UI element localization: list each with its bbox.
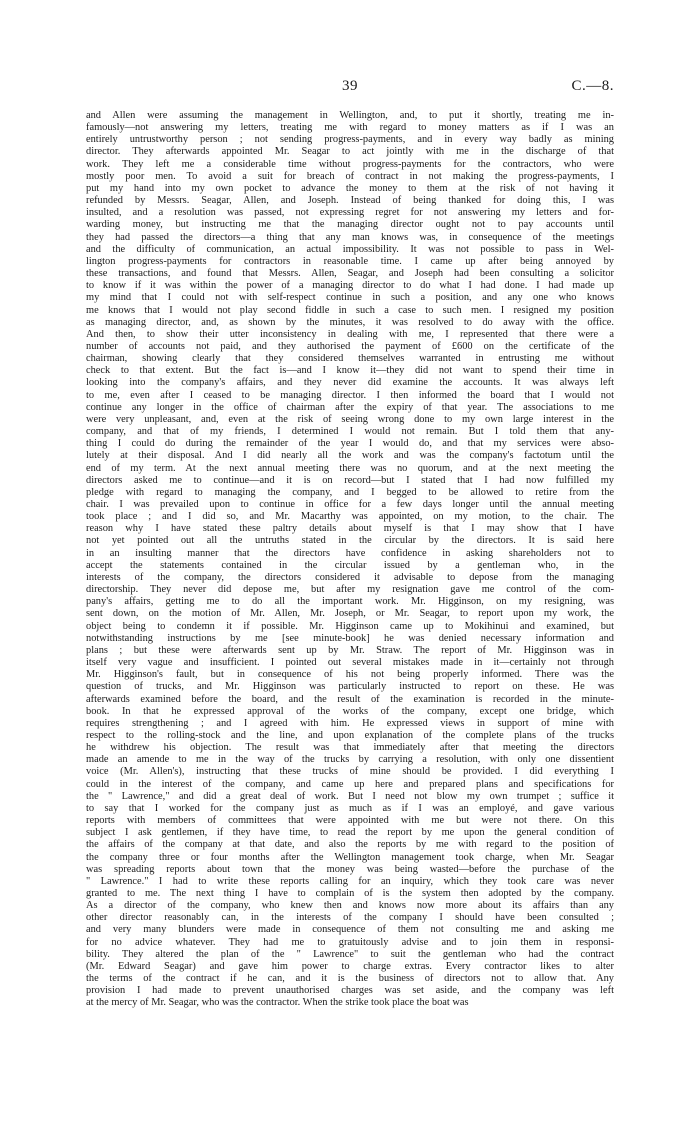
text-line: as managing director, and, as shown by the minutes, it was resolved to do away with the office.	[86, 316, 614, 328]
text-line: the " Lawrence," and did a great deal of work. But I need not blow my own trumpet ; suffice it	[86, 790, 614, 802]
text-line: object being to condemn it if possible. Mr. Higginson came up to Mokihinui and examined, but	[86, 620, 614, 632]
text-line: accept the statements contained in the circular issued by a gentleman who, in the	[86, 559, 614, 571]
text-line: directors asked me to continue—and it is on record—but I stated that I had now fulfilled my	[86, 474, 614, 486]
text-line: (Mr. Edward Seagar) and gave him power to charge extras. Every contractor likes to alter	[86, 960, 614, 972]
body-text	[86, 110, 614, 1010]
text-line: was spreading reports about town that the money was being wasted—before the purchase of the	[86, 863, 614, 875]
text-line: sent down, on the motion of Mr. Allen, Mr. Joseph, or Mr. Seagar, to report upon my work, the	[86, 608, 614, 620]
text-line: reason why I have stated these paltry details about myself is that I may show that I have	[86, 523, 614, 535]
text-line: the affairs of the company at that date, and also the reports by me with regard to the position of	[86, 839, 614, 851]
text-line: for no advice whatever. They had me to gratuitously advise and to join them in responsi-	[86, 936, 614, 948]
text-line: famously—not answering my letters, treating me with regard to money matters as if I was an	[86, 122, 614, 134]
text-line: thing I could do during the remainder of the year I would do, and that my services were abso-	[86, 438, 614, 450]
text-line: refunded by Messrs. Seagar, Allen, and Joseph. Instead of being thanked for doing this, I was	[86, 195, 614, 207]
text-line: the company three or four months after the Wellington management took charge, when Mr. Seagar	[86, 851, 614, 863]
text-line: plans ; but these were afterwards sent up by Mr. Straw. The report of Mr. Higginson was in	[86, 644, 614, 656]
text-line: afterwards examined before the board, and the result of the examination is recorded in the minute-	[86, 693, 614, 705]
text-line: Mr. Higginson's fault, but in consequence of his not being properly informed. There was the	[86, 669, 614, 681]
document-reference: C.—8.	[571, 78, 614, 94]
text-line: not yet pointed out all the untruths stated in the circular by the directors. It is said here	[86, 535, 614, 547]
text-line: granted to me. The next thing I have to complain of is the system then adopted by the company.	[86, 888, 614, 899]
text-line: could in the interest of the company, and came up here and prepared plans and specifications for	[86, 778, 614, 790]
text-line: warding money, but instructing me that the managing director ought not to pay accounts until	[86, 219, 614, 231]
text-line: mostly poor men. To avoid a suit for breach of contract in not making the progress-payments, I	[86, 170, 614, 182]
text-line: to me, even after I ceased to be managing director. I then informed the board that I would not	[86, 389, 614, 401]
text-line: number of accounts not paid, and they authorised the payment of £600 on the certificate of the	[86, 340, 614, 352]
text-line: question of trucks, and Mr. Higginson was particularly instructed to report on these. He was	[86, 681, 614, 693]
text-line: " Lawrence." I had to write these reports calling for an inquiry, which they took care was never	[86, 875, 614, 887]
text-line: bility. They altered the plan of the " Lawrence" to suit the gentleman who had the contract	[86, 948, 614, 960]
text-line: chair. I was prevailed upon to continue in office for a few days longer until the annual meeting	[86, 499, 614, 510]
text-line: As a director of the company, who knew then and knows now more about its affairs than any	[86, 900, 614, 912]
text-line: respect to the rolling-stock and the line, and upon explanation of the complete plans of the trucks	[86, 729, 614, 741]
text-line: at the mercy of Mr. Seagar, who was the contractor. When the strike took place the boat was	[86, 997, 469, 1009]
text-line: and Allen were assuming the management in Wellington, and, to put it shortly, treating me in-	[86, 110, 614, 121]
text-line: work. They left me a considerable time without progress-payments for the contractors, who were	[86, 158, 614, 170]
text-line: lington progress-payments for contractors in reasonable time. I came up after being annoyed by	[86, 255, 614, 267]
text-line: were very unpleasant, and, even at the risk of seeing wrong done to my own large interest in the	[86, 413, 614, 425]
text-line: they had passed the directors—a thing that any man knows was, in consequence of the meetings	[86, 231, 614, 243]
text-line: looking into the company's affairs, and they never did examine the accounts. It was always left	[86, 377, 614, 389]
text-line: and the difficulty of communication, an actual impossibility. It was not possible to pass in Wel-	[86, 243, 614, 255]
text-line: he withdrew his objection. The result was that immediately after that meeting the directors	[86, 742, 614, 754]
text-line: to say that I worked for the company just as much as if I was an employé, and gave various	[86, 802, 614, 814]
text-line: the terms of the contract if he can, and it is the business of directors not to allow that. Any	[86, 973, 614, 985]
text-line: made an amende to me in the way of the trucks by carrying a resolution, with only one dissentient	[86, 754, 614, 766]
text-line: provision I had made to prevent unauthorised charges was set aside, and the company was left	[86, 985, 614, 997]
text-line: book. In that he expressed approval of the works of the company, except one bridge, which	[86, 705, 614, 717]
text-line: entirely untrustworthy person ; not sending progress-payments, and in every way badly as mining	[86, 134, 614, 146]
text-line: interests of the company, the directors considered it advisable to depose from the managing	[86, 571, 614, 583]
text-line: my mind that I could not with self-respect continue in such a position, and any one who knows	[86, 292, 614, 304]
text-line: in an insulting manner that the directors have confidence in asking shareholders not to	[86, 547, 614, 559]
text-line: chairman, showing clearly that they considered themselves warranted in entrusting me without	[86, 353, 614, 365]
text-line: And then, to show their utter inconsistency in dealing with me, I represented that there were a	[86, 328, 614, 340]
text-line: me knows that I would not play second fiddle in such a case to such men. I resigned my position	[86, 304, 614, 316]
text-line: voice (Mr. Allen's), instructing that these trucks of mine should be provided. I did everything I	[86, 766, 614, 778]
text-line: requires strengthening ; and I agreed with him. He expressed views in support of mine with	[86, 717, 614, 729]
text-line: check to that extent. But the fact is—and I know it—they did not want to spend their time in	[86, 365, 614, 377]
text-line: directorship. They never did depose me, but after my resignation gave me control of the com-	[86, 584, 614, 596]
text-line: end of my term. At the next annual meeting there was no quorum, and at the next meeting the	[86, 462, 614, 474]
text-line: other director reasonably can, in the interests of the company I should have been consulted ;	[86, 912, 614, 924]
text-line: director. They afterwards appointed Mr. Seagar to act jointly with me in the discharge of that	[86, 146, 614, 158]
text-line: pany's affairs, getting me to do all the important work. Mr. Higginson, on my resigning, was	[86, 596, 614, 608]
text-line: these transactions, and found that Messrs. Allen, Seagar, and Joseph had been consulting a solicitor	[86, 268, 614, 280]
text-line: to know if it was within the power of a managing director to do what I had done. I had made up	[86, 280, 614, 292]
text-line: notwithstanding instructions by me [see minute-book] he was denied necessary information and	[86, 632, 614, 644]
page-header	[86, 78, 614, 98]
text-line: and very many blunders were made in consequence of them not consulting me and asking me	[86, 924, 614, 936]
text-line: reports with members of committees that were appointed with me but were not there. On this	[86, 815, 614, 827]
text-line: put my hand into my own pocket to advance the money to them at the risk of not having it	[86, 182, 614, 194]
text-line: continue any longer in the office of chairman after the expiry of that year. The associations to me	[86, 401, 614, 413]
text-line: company, and that of my friends, I determined I would not remain. But I told them that any-	[86, 426, 614, 438]
page-number: 39	[342, 78, 358, 94]
text-line: pledge with regard to managing the company, and I begged to be allowed to retire from the	[86, 486, 614, 498]
text-line: insulted, and a resolution was passed, not expressing regret for not answering my letters and for-	[86, 207, 614, 219]
text-line: lutely at their disposal. And I did nearly all the work and was the company's factotum until the	[86, 450, 614, 462]
text-line: took place ; and I did so, and Mr. Macarthy was appointed, on my motion, to the chair. The	[86, 511, 614, 523]
text-line: subject I ask gentlemen, if they have time, to read the report by me upon the general condition of	[86, 827, 614, 839]
text-line: itself very vague and insufficient. I pointed out several mistakes made in it—certainly not through	[86, 657, 614, 669]
